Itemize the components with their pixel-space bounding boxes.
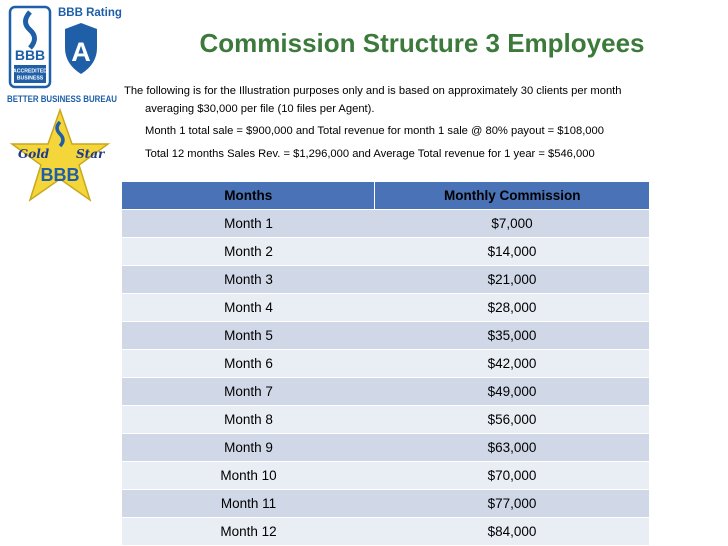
month-cell: Month 12 xyxy=(122,518,375,546)
gold-star-badge xyxy=(10,108,110,204)
commission-cell: $84,000 xyxy=(375,518,649,546)
commission-cell: $42,000 xyxy=(375,350,649,378)
month-cell: Month 10 xyxy=(122,462,375,490)
commission-cell: $63,000 xyxy=(375,434,649,462)
month-cell: Month 4 xyxy=(122,294,375,322)
column-header-months: Months xyxy=(122,182,375,210)
bbb-logo-text: BBB xyxy=(14,47,46,63)
bbb-accredited-badge xyxy=(6,4,122,104)
intro-text xyxy=(124,83,724,163)
commission-cell: $14,000 xyxy=(375,238,649,266)
month-cell: Month 5 xyxy=(122,322,375,350)
table-row xyxy=(122,322,649,350)
commission-cell: $77,000 xyxy=(375,490,649,518)
gold-star-text-star: Star xyxy=(76,147,105,161)
table-row xyxy=(122,406,649,434)
table-header-row xyxy=(122,182,649,210)
table-row xyxy=(122,238,649,266)
table-row xyxy=(122,490,649,518)
column-header-monthly-commission: Monthly Commission xyxy=(375,182,649,210)
month-cell: Month 9 xyxy=(122,434,375,462)
month-cell: Month 7 xyxy=(122,378,375,406)
bbb-torch-icon xyxy=(26,12,35,48)
table-row xyxy=(122,462,649,490)
month-cell: Month 8 xyxy=(122,406,375,434)
table-row xyxy=(122,350,649,378)
accredited-line-2: BUSINESS xyxy=(16,75,44,82)
commission-cell: $28,000 xyxy=(375,294,649,322)
bbb-rating-grade: A xyxy=(71,37,91,67)
intro-line-4: Total 12 months Sales Rev. = $1,296,000 and Average Total revenue for 1 year = $546,000 xyxy=(145,147,595,160)
page-title: Commission Structure 3 Employees xyxy=(199,28,645,58)
month-cell: Month 3 xyxy=(122,266,375,294)
commission-cell: $56,000 xyxy=(375,406,649,434)
bbb-rating-label: BBB Rating xyxy=(58,7,122,19)
intro-line-2: averaging $30,000 per file (10 files per Agent). xyxy=(145,102,375,115)
commission-cell: $70,000 xyxy=(375,462,649,490)
table-row xyxy=(122,210,649,238)
commission-cell: $21,000 xyxy=(375,266,649,294)
intro-line-1: The following is for the Illustration purposes only and is based on approximately 30 clients per month xyxy=(124,85,622,97)
commission-cell: $35,000 xyxy=(375,322,649,350)
table-row xyxy=(122,378,649,406)
commission-cell: $7,000 xyxy=(375,210,649,238)
table-row xyxy=(122,294,649,322)
commission-table xyxy=(122,182,649,545)
month-cell: Month 6 xyxy=(122,350,375,378)
table-row xyxy=(122,434,649,462)
month-cell: Month 2 xyxy=(122,238,375,266)
intro-line-3: Month 1 total sale = $900,000 and Total revenue for month 1 sale @ 80% payout = $108,000 xyxy=(145,125,604,137)
gold-star-text-bbb: BBB xyxy=(40,165,80,185)
bbb-name-text: BETTER BUSINESS BUREAU xyxy=(7,94,118,104)
table-row xyxy=(122,518,649,546)
gold-star-text-gold: Gold xyxy=(18,147,50,161)
month-cell: Month 11 xyxy=(122,490,375,518)
commission-cell: $49,000 xyxy=(375,378,649,406)
accredited-line-1: ACCREDITED xyxy=(12,68,48,75)
table-row xyxy=(122,266,649,294)
month-cell: Month 1 xyxy=(122,210,375,238)
